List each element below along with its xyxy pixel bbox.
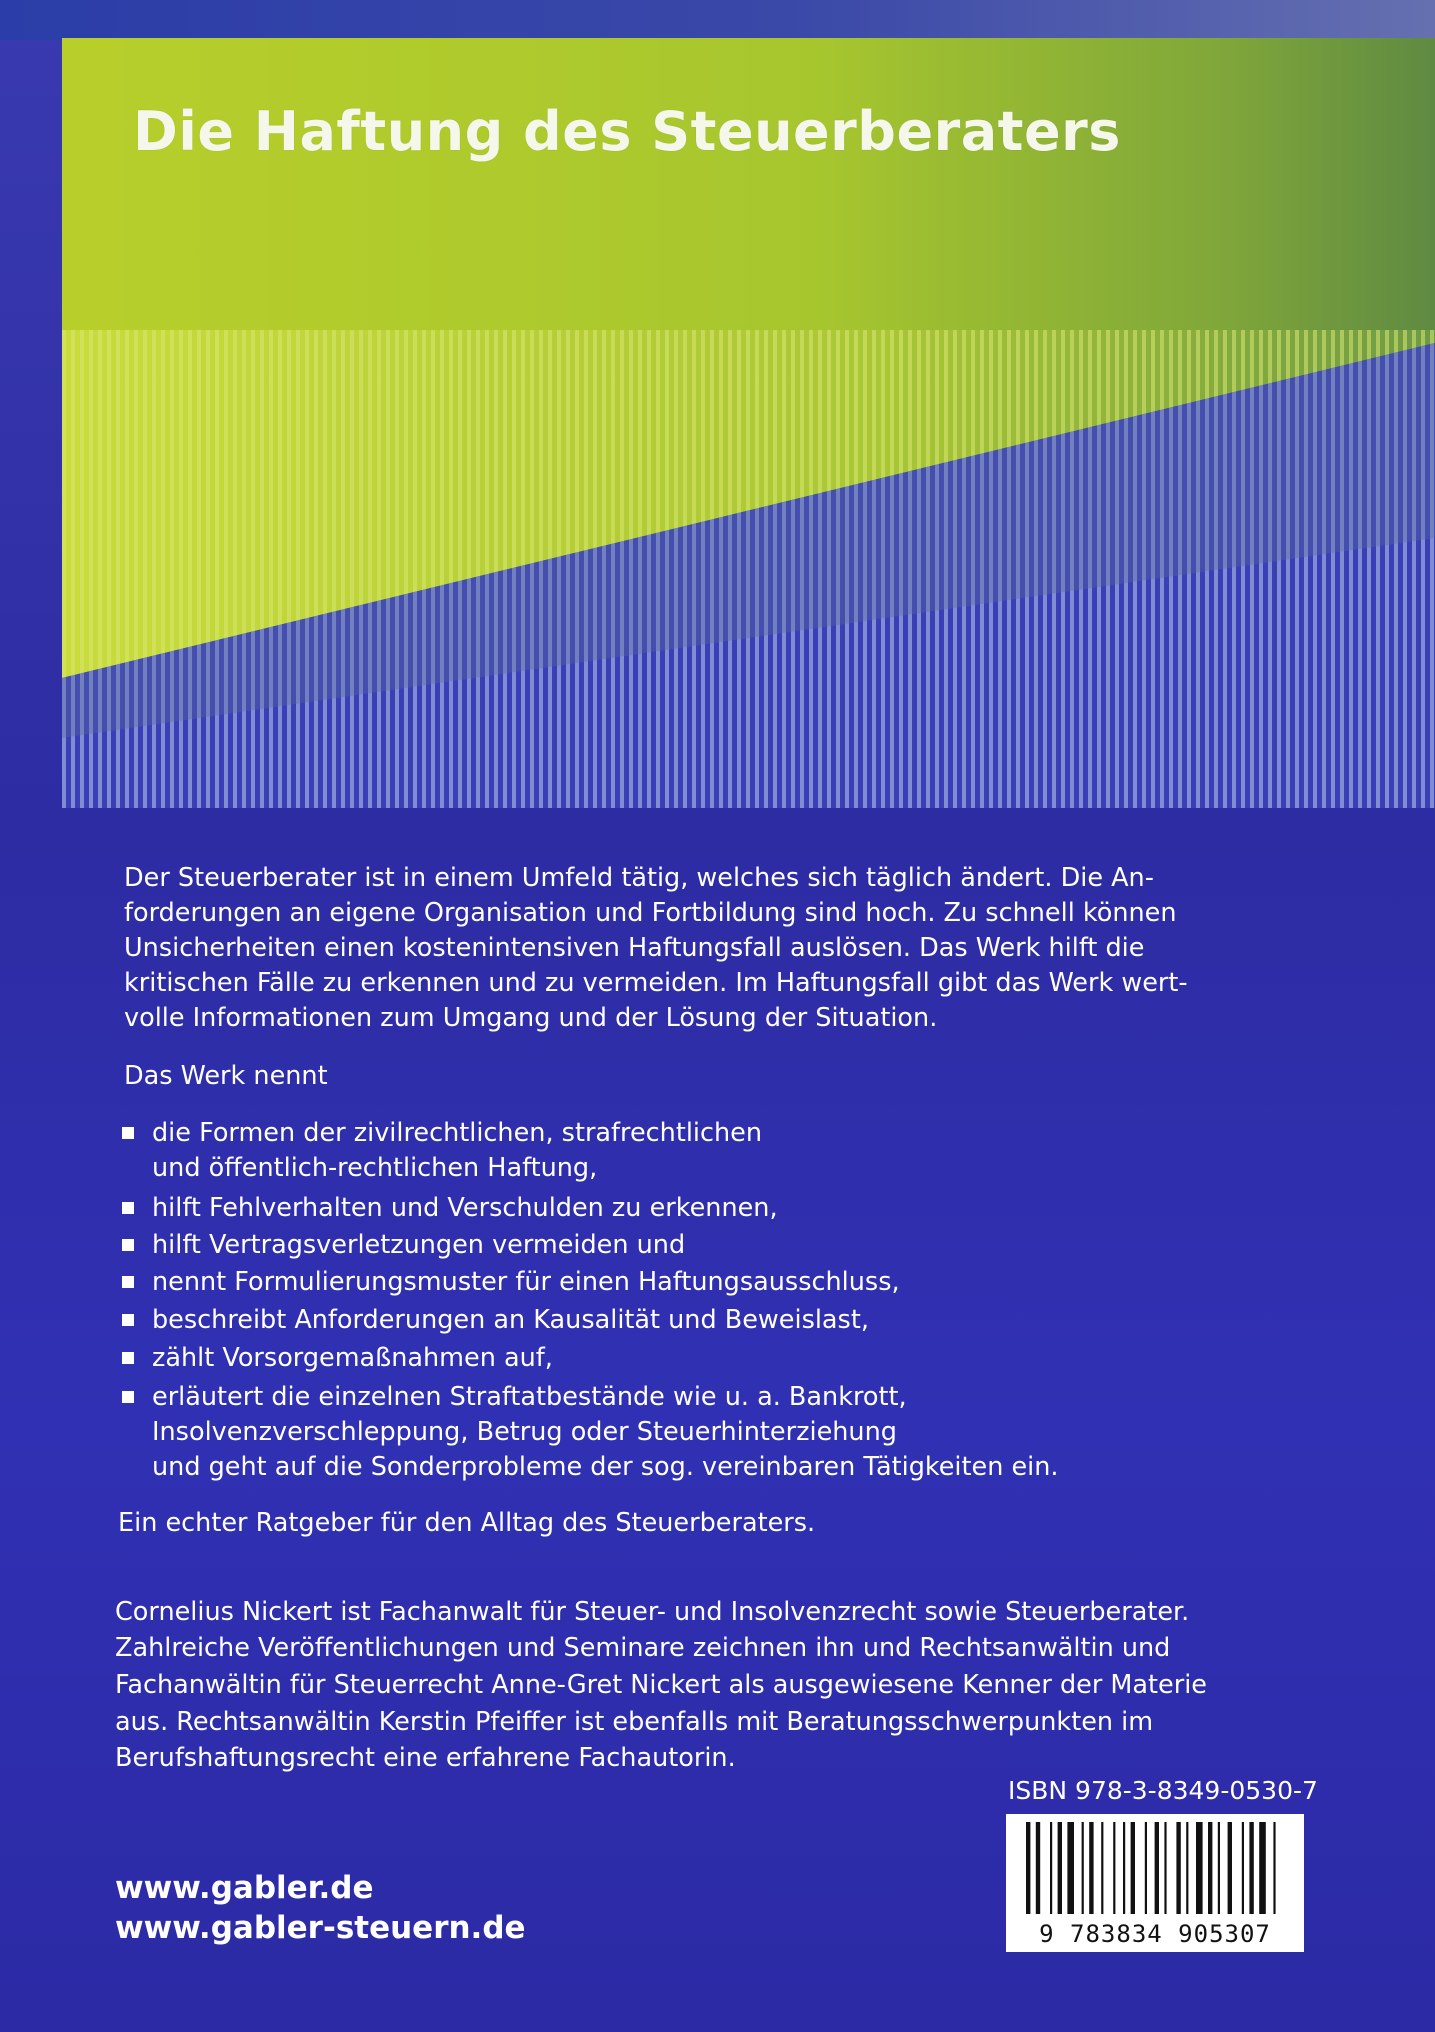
intro-line: kritischen Fälle zu erkennen und zu vermeiden. Im Haftungsfall gibt das Werk wert- [124,968,1188,998]
list-intro: Das Werk nennt [124,1061,328,1091]
website-link[interactable]: www.gabler-steuern.de [115,1910,526,1946]
page-title: Die Haftung des Steuerberaters [133,100,1121,163]
author-line: Fachanwältin für Steuerrecht Anne-Gret Nickert als ausgewiesene Kenner der Materie [115,1670,1207,1700]
author-line: Zahlreiche Veröffentlichungen und Seminare zeichnen ihn und Rechtsanwältin und [115,1633,1171,1663]
barcode-digits: 9 783834 905307 [1039,1920,1271,1948]
intro-line: Der Steuerberater ist in einem Umfeld tätig, welches sich täglich ändert. Die An- [124,863,1154,893]
list-item-text: und geht auf die Sonderprobleme der sog. vereinbaren Tätigkeiten ein. [152,1452,1059,1482]
intro-line: volle Informationen zum Umgang und der Lösung der Situation. [124,1003,938,1033]
website-link[interactable]: www.gabler.de [115,1870,374,1906]
green-panel [62,38,1435,330]
bullet-square-icon [122,1202,134,1214]
bullet-square-icon [122,1127,134,1139]
bullet-square-icon [122,1239,134,1251]
bullet-square-icon [122,1276,134,1288]
author-line: aus. Rechtsanwältin Kerstin Pfeiffer ist ebenfalls mit Beratungsschwerpunkten im [115,1707,1154,1737]
list-item-text: hilft Vertragsverletzungen vermeiden und [152,1230,686,1260]
isbn-label: ISBN 978-3-8349-0530-7 [1008,1776,1318,1805]
intro-line: forderungen an eigene Organisation und Fortbildung sind hoch. Zu schnell können [124,898,1177,928]
list-item-text: erläutert die einzelnen Straftatbestände wie u. a. Bankrott, [152,1382,907,1412]
top-edge-strip [0,0,1435,40]
bullet-square-icon [122,1314,134,1326]
author-line: Berufshaftungsrecht eine erfahrene Fachautorin. [115,1743,736,1773]
author-line: Cornelius Nickert ist Fachanwalt für Steuer- und Insolvenzrecht sowie Steuerberater. [115,1597,1190,1627]
barcode [1006,1814,1304,1952]
list-item-text: nennt Formulierungsmuster für einen Haftungsausschluss, [152,1267,900,1297]
intro-line: Unsicherheiten einen kostenintensiven Haftungsfall auslösen. Das Werk hilft die [124,933,1145,963]
bullet-square-icon [122,1352,134,1364]
bullet-square-icon [122,1391,134,1403]
barcode-bars-icon [1006,1814,1304,1924]
list-item-text: die Formen der zivilrechtlichen, strafrechtlichen [152,1118,763,1148]
list-item-text: und öffentlich-rechtlichen Haftung, [152,1153,598,1183]
list-item-text: beschreibt Anforderungen an Kausalität und Beweislast, [152,1305,869,1335]
list-item-text: Insolvenzverschleppung, Betrug oder Steuerhinterziehung [152,1417,897,1447]
closing-line: Ein echter Ratgeber für den Alltag des Steuerberaters. [118,1508,816,1538]
list-item-text: zählt Vorsorgemaßnahmen auf, [152,1343,553,1373]
list-item-text: hilft Fehlverhalten und Verschulden zu erkennen, [152,1193,778,1223]
